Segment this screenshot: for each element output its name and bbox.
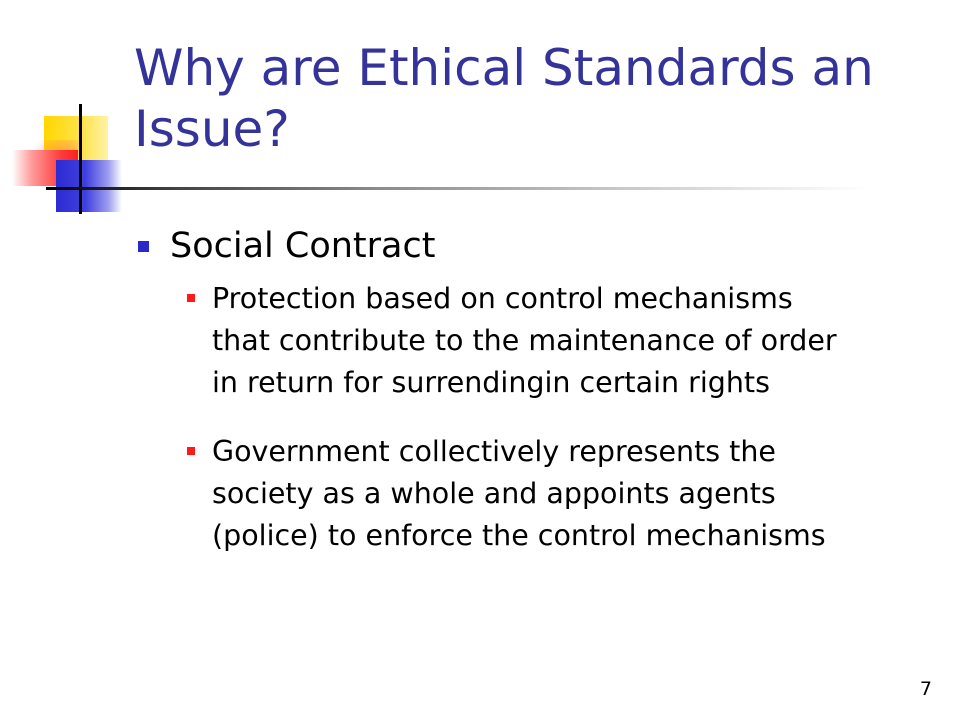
slide-title: Why are Ethical Standards an Issue? — [134, 39, 874, 158]
sub-bullet-line: Protection based on control mechanisms — [212, 282, 793, 315]
level2-bullet-icon — [187, 447, 195, 455]
level2-bullet-icon — [187, 294, 195, 302]
level1-bullet-icon — [138, 241, 149, 252]
title-underline — [46, 187, 866, 190]
sub-bullet-line: in return for surrendingin certain rights — [212, 366, 770, 399]
sub-bullet-line: (police) to enforce the control mechanisms — [212, 519, 826, 552]
blue-square-decoration — [56, 160, 122, 212]
sub-bullet-line: society as a whole and appoints agents — [212, 477, 776, 510]
sub-bullet-line: that contribute to the maintenance of order — [212, 324, 837, 357]
sub-bullet-line: Government collectively represents the — [212, 435, 776, 468]
page-number: 7 — [919, 678, 932, 700]
bullet-social-contract: Social Contract — [170, 226, 436, 266]
vertical-line-decoration — [79, 104, 82, 214]
